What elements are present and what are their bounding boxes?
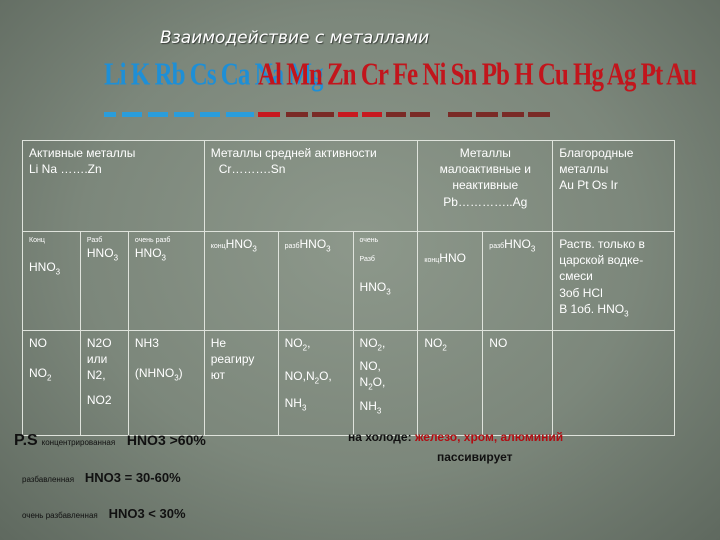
header-noble-metals	[553, 141, 675, 232]
passivation-note	[348, 430, 563, 444]
dash	[200, 112, 220, 117]
activity-series	[104, 58, 697, 92]
reagent-cell: концHNO$_3$	[204, 232, 278, 331]
product: N	[359, 375, 369, 390]
note-very-diluted	[22, 506, 186, 521]
series-active-metals: Li K Rb Cs Ca Na Mg	[104, 58, 323, 92]
reagent-formula: HNO	[439, 251, 466, 265]
product-cell: NO $NO_2$	[23, 331, 81, 436]
product: (NHNO	[134, 366, 175, 381]
cold-prefix: на холоде:	[348, 430, 412, 444]
header-title: Благородные металлы	[559, 146, 634, 177]
metals-table	[22, 140, 675, 436]
product-cell	[80, 331, 128, 436]
table-row	[23, 141, 675, 232]
reagent-formula: HNO	[134, 246, 162, 261]
noble-line: Раств. только в царской водке-смеси	[559, 237, 645, 284]
header-low-metals	[418, 141, 553, 232]
product: NO,	[359, 359, 381, 374]
cold-metals: железо, хром, алюминий	[414, 430, 564, 444]
dash	[258, 112, 280, 117]
dash	[448, 112, 472, 117]
noble-line: 3об HCl	[559, 285, 603, 300]
reagent-word: Конц	[29, 237, 45, 244]
passivation-verb: пассивирует	[437, 450, 513, 464]
noble-line: В 1об. HNO	[559, 301, 625, 316]
product-cell: Не реагиру ют	[204, 331, 278, 436]
note-diluted	[22, 470, 181, 485]
header-active-metals	[23, 141, 205, 232]
reagent-word: очень разб	[134, 237, 171, 244]
product-cell	[553, 331, 675, 436]
reagent-cell: Разб $HNO_3$	[80, 232, 128, 331]
reagent-prefix: конц	[424, 257, 440, 264]
product: NO	[29, 366, 47, 381]
reagent-word: очень	[359, 237, 379, 244]
reagent-prefix: разб	[284, 243, 300, 250]
reagent-cell: Конц $HNO_3$	[23, 232, 81, 331]
reagent-formula: HNO	[86, 246, 114, 261]
dash	[286, 112, 308, 117]
header-title: Активные металлы	[29, 146, 136, 160]
dash	[528, 112, 550, 117]
product: NO	[424, 336, 443, 350]
reagent-word: Разб	[359, 256, 375, 264]
slide-title: Взаимодействие с металлами	[160, 28, 430, 48]
note-word: концентрированная	[41, 438, 116, 447]
header-medium-metals	[204, 141, 418, 232]
product: NO	[284, 336, 303, 350]
product: NH	[284, 396, 302, 411]
note-value: HNO3 = 30-60%	[84, 470, 181, 485]
product: NO	[359, 336, 378, 350]
dash	[362, 112, 382, 117]
ps-label: P.S	[14, 432, 38, 449]
reagent-formula: HNO	[225, 237, 253, 251]
dash	[476, 112, 498, 117]
dash	[174, 112, 194, 117]
header-range: Au Pt Os Ir	[559, 178, 618, 193]
dash	[122, 112, 142, 117]
dash	[240, 112, 254, 117]
product: NO2	[86, 392, 112, 407]
reagent-cell: разбHNO$_3$	[483, 232, 553, 331]
reagent-word: Разб	[86, 237, 103, 244]
reagent-formula: HNO	[504, 237, 531, 251]
product-cell: $NO_2$	[418, 331, 483, 436]
dash	[410, 112, 430, 117]
note-word: очень разбавленная	[22, 511, 98, 520]
note-value: HNO3 < 30%	[108, 506, 186, 521]
dash	[148, 112, 168, 117]
product: NH3	[134, 336, 159, 350]
product: NO,N	[284, 369, 315, 384]
header-range: Cr……….Sn	[218, 162, 286, 177]
dash	[104, 112, 116, 117]
reagent-formula: HNO	[29, 260, 56, 275]
product-cell: $NO_2$, NO, $N_2O$, $NH_3$	[353, 331, 418, 436]
series-other-metals: Al Mn Zn Cr Fe Ni Sn Pb H Cu Hg Ag Pt Au	[258, 58, 697, 92]
dash	[338, 112, 358, 117]
header-title: Металлы малоактивные и неактивные	[439, 146, 531, 193]
header-range: Pb…………..Ag	[443, 194, 528, 209]
reagent-prefix: конц	[210, 243, 226, 250]
reagent-cell: очень разб $HNO_3$	[128, 232, 204, 331]
product-cell: NO	[483, 331, 553, 436]
product: N2O или N2,	[86, 336, 112, 383]
table-row	[23, 331, 675, 436]
product: O,	[319, 369, 332, 384]
reagent-formula: HNO	[359, 279, 387, 294]
reagent-cell-noble: Раств. только в царской водке-смеси 3об HCl В 1об. $HNO_3$	[553, 232, 675, 331]
note-concentrated	[14, 432, 206, 450]
reagent-cell	[418, 232, 483, 331]
dash	[502, 112, 524, 117]
product-cell: NH3 $(NHNO_3)$	[128, 331, 204, 436]
reagent-formula: HNO	[299, 237, 327, 251]
reagent-prefix: разб	[489, 243, 505, 250]
note-word: разбавленная	[22, 475, 75, 484]
reagent-cell: очень Разб $HNO_3$	[353, 232, 418, 331]
header-title: Металлы средней активности	[210, 146, 377, 160]
product: NO	[29, 336, 47, 350]
header-range: Li Na …….Zn	[29, 162, 102, 177]
reagent-cell: разбHNO$_3$	[278, 232, 353, 331]
dash	[312, 112, 334, 117]
product: NH	[359, 398, 377, 413]
product-cell: $NO_2$, $NO,N_2O$, $NH_3$	[278, 331, 353, 436]
table-row	[23, 232, 675, 331]
product: O,	[372, 375, 386, 390]
dash	[386, 112, 406, 117]
note-value: HNO3 >60%	[126, 432, 206, 448]
